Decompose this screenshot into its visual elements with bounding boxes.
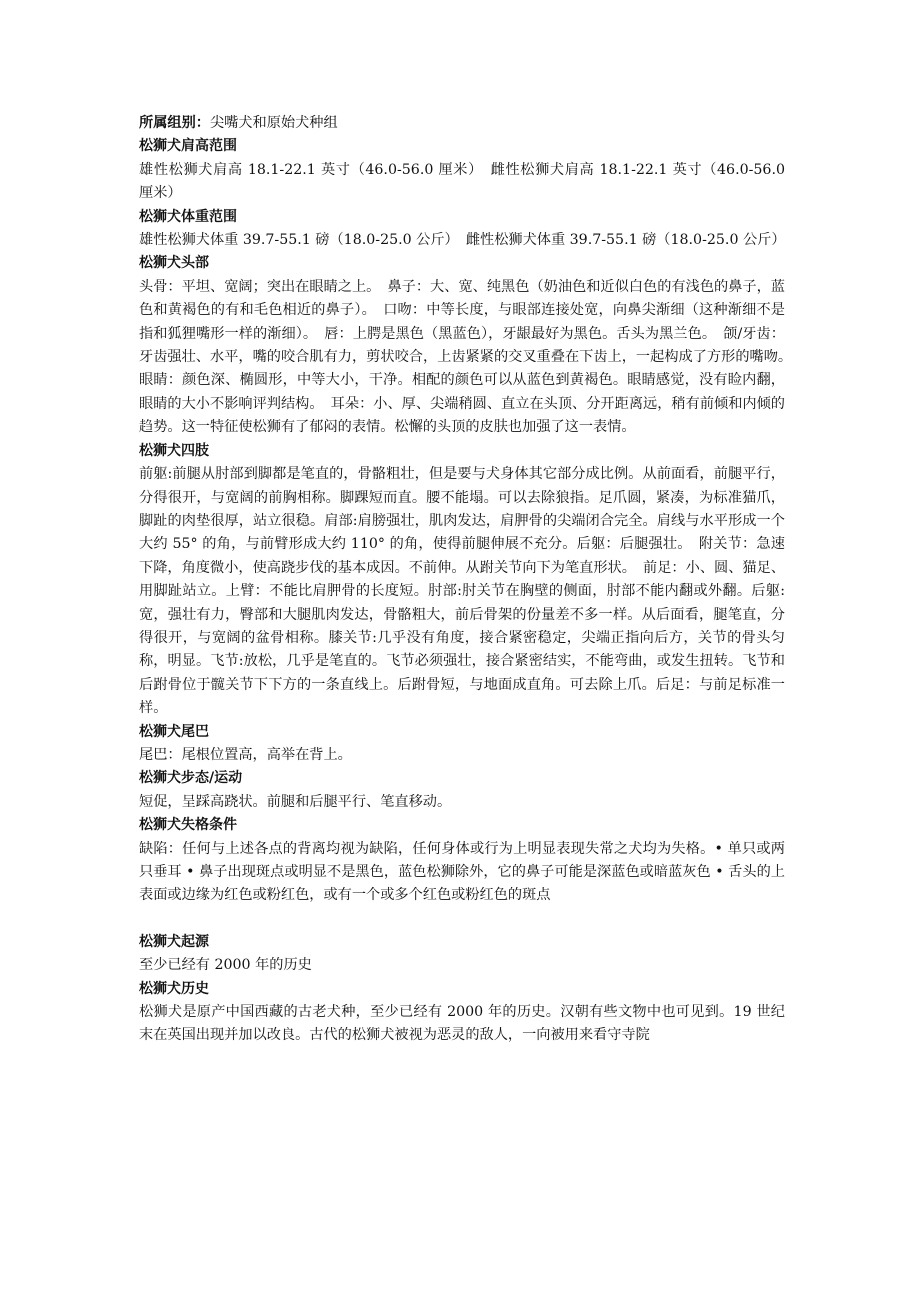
weight-text: 雄性松狮犬体重 39.7-55.1 磅（18.0-25.0 公斤） 雌性松狮犬体重 39.7-55.1 磅（18.0-25.0 公斤） bbox=[139, 232, 786, 249]
origin-heading: 松狮犬起源 bbox=[139, 933, 209, 950]
limbs-heading: 松狮犬四肢 bbox=[139, 442, 209, 459]
height-heading: 松狮犬肩高范围 bbox=[139, 138, 237, 155]
gait-text: 短促，呈踩高跷状。前腿和后腿平行、笔直移动。 bbox=[139, 793, 452, 810]
tail-text: 尾巴：尾根位置高，高举在背上。 bbox=[139, 746, 352, 763]
limbs-text: 前躯:前腿从肘部到脚都是笔直的，骨骼粗壮，但是要与犬身体其它部分成比例。从前面看，前腿平行，分得很开，与宽阔的前胸相称。脚踝短而直。腰不能塌。可以去除狼指。足爪圆，紧凑，为标准猫爪，脚趾的肉垫很厚，站立很稳。肩部:肩膀强壮，肌肉发达，肩胛骨的尖端闭合完全。肩线与水平形成一个大约 55° 的角，与前臂形成大约 110° 的角，使得前腿伸展不充分。后躯：后腿强壮。 附关节：急速下降，角度微小，使高跷步伐的基本成因。不前伸。从跗关节向下为笔直形状。 前足：小、圆、猫足、用脚趾站立。上臂：不能比肩胛骨的长度短。肘部:肘关节在胸壁的侧面，肘部不能内翻或外翻。后躯:宽，强壮有力，臀部和大腿肌肉发达，骨骼粗大，前后骨架的份量差不多一样。从后面看，腿笔直，分得很开，与宽阔的盆骨相称。膝关节:几乎没有角度，接合紧密稳定，尖端正指向后方，关节的骨头匀称，明显。飞节:放松，几乎是笔直的。飞节必须强壮，接合紧密结实，不能弯曲，或发生扭转。飞节和后跗骨位于髋关节下下方的一条直线上。后跗骨短，与地面成直角。可去除上爪。后足：与前足标准一样。 bbox=[139, 466, 785, 717]
document-body bbox=[139, 112, 800, 1048]
head-text: 头骨：平坦、宽阔；突出在眼睛之上。 鼻子：大、宽、纯黑色（奶油色和近似白色的有浅色的鼻子，蓝色和黄褐色的有和毛色相近的鼻子）。 口吻：中等长度，与眼部连接处宽，向鼻尖渐细（这种渐细不是指和狐狸嘴形一样的渐细）。 唇：上腭是黑色（黑蓝色），牙龈最好为黑色。舌头为黑兰色。 颌/牙齿：牙齿强壮、水平，嘴的咬合肌有力，剪状咬合，上齿紧紧的交叉重叠在下齿上，一起构成了方形的嘴吻。 眼睛：颜色深、椭圆形，中等大小，干净。相配的颜色可以从蓝色到黄褐色。眼睛感觉，没有睑内翻，眼睛的大小不影响评判结构。 耳朵：小、厚、尖端稍圆、直立在头顶、分开距离远，稍有前倾和内倾的趋势。这一特征使松狮有了郁闷的表情。松懈的头顶的皮肤也加强了这一表情。 bbox=[139, 278, 800, 436]
group-label: 所属组别： bbox=[139, 115, 210, 131]
gait-heading: 松狮犬步态/运动 bbox=[139, 770, 243, 787]
origin-text: 至少已经有 2000 年的历史 bbox=[139, 957, 312, 974]
head-heading: 松狮犬头部 bbox=[139, 255, 209, 272]
height-text: 雄性松狮犬肩高 18.1-22.1 英寸（46.0-56.0 厘米） 雌性松狮犬肩高 18.1-22.1 英寸（46.0-56.0 厘米） bbox=[139, 161, 785, 202]
faults-heading: 松狮犬失格条件 bbox=[139, 817, 237, 834]
group-line bbox=[139, 112, 785, 135]
weight-heading: 松狮犬体重范围 bbox=[139, 208, 237, 225]
history-text: 松狮犬是原产中国西藏的古老犬种，至少已经有 2000 年的历史。汉朝有些文物中也可见到。19 世纪末在英国出现并加以改良。古代的松狮犬被视为恶灵的敌人，一向被用来看守寺院 bbox=[139, 1004, 785, 1044]
section-spacer bbox=[139, 908, 785, 931]
group-value: 尖嘴犬和原始犬种组 bbox=[209, 115, 338, 131]
faults-text: 缺陷：任何与上述各点的背离均视为缺陷，任何身体或行为上明显表现失常之犬均为失格。• 单只或两只垂耳 • 鼻子出现斑点或明显不是黑色，蓝色松狮除外，它的鼻子可能是深蓝色或暗蓝灰色 • 舌头的上表面或边缘为红色或粉红色，或有一个或多个红色或粉红色的斑点 bbox=[139, 840, 785, 904]
tail-heading: 松狮犬尾巴 bbox=[139, 723, 209, 740]
history-heading: 松狮犬历史 bbox=[139, 980, 209, 997]
